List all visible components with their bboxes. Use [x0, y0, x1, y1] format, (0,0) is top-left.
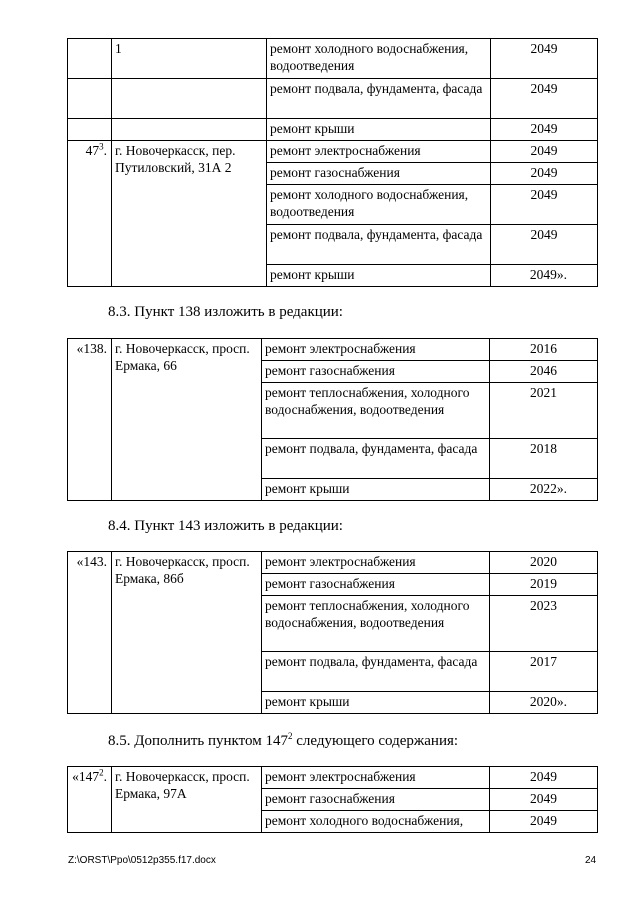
table-row	[68, 552, 598, 574]
table-row	[68, 767, 598, 789]
table-row	[68, 79, 598, 119]
item-number: «138.	[68, 339, 112, 501]
year-cell: 2018	[490, 439, 598, 479]
address-cell: 1	[112, 39, 267, 79]
year-cell: 2020	[490, 552, 598, 574]
table-row	[68, 339, 598, 361]
year-cell: 2021	[490, 383, 598, 439]
year-cell: 2049	[491, 225, 598, 265]
address-cell: г. Новочеркасск, просп. Ермака, 66	[112, 339, 262, 501]
work-cell: ремонт газоснабжения	[262, 789, 490, 811]
table-item-47-3	[67, 38, 598, 287]
table-item-143	[67, 551, 598, 714]
page-number: 24	[585, 855, 597, 866]
work-cell: ремонт теплоснабжения, холодного водоснабжения, водоотведения	[262, 596, 490, 652]
item-number: «$147^2$.	[68, 767, 112, 833]
table-row	[68, 39, 598, 79]
year-cell: 2049	[491, 39, 598, 79]
year-cell: 2019	[490, 574, 598, 596]
table-row	[68, 141, 598, 163]
work-cell: ремонт холодного водоснабжения, водоотведения	[267, 185, 491, 225]
year-cell: 2049	[490, 789, 598, 811]
work-cell: ремонт электроснабжения	[262, 552, 490, 574]
work-cell: ремонт крыши	[262, 479, 490, 501]
work-cell: ремонт подвала, фундамента, фасада	[267, 79, 491, 119]
year-cell: 2049	[491, 163, 598, 185]
address-cell: г. Новочеркасск, пер. Путиловский, 31А 2	[112, 141, 267, 287]
work-cell: ремонт крыши	[262, 692, 490, 714]
year-cell: 2049	[491, 185, 598, 225]
work-cell: ремонт теплоснабжения, холодного водоснабжения, водоотведения	[262, 383, 490, 439]
work-cell: ремонт подвала, фундамента, фасада	[262, 439, 490, 479]
paragraph-8-3: 8.3. Пункт 138 изложить в редакции:	[108, 304, 343, 320]
work-cell: ремонт холодного водоснабжения,	[262, 811, 490, 833]
item-number: «143.	[68, 552, 112, 714]
year-cell: 2049	[490, 811, 598, 833]
paragraph-8-5: 8.5. Дополнить пунктом $147^2$ следующего содержания:	[108, 731, 459, 749]
year-cell: 2022».	[490, 479, 598, 501]
work-cell: ремонт электроснабжения	[262, 767, 490, 789]
table-item-147-2	[67, 766, 598, 833]
work-cell: ремонт холодного водоснабжения, водоотведения	[267, 39, 491, 79]
work-cell: ремонт подвала, фундамента, фасада	[267, 225, 491, 265]
year-cell: 2049	[491, 119, 598, 141]
year-cell: 2049	[491, 141, 598, 163]
year-cell: 2049».	[491, 265, 598, 287]
table-item-138	[67, 338, 598, 501]
year-cell: 2016	[490, 339, 598, 361]
item-number: $47^3$.	[68, 141, 112, 287]
work-cell: ремонт крыши	[267, 119, 491, 141]
work-cell: ремонт крыши	[267, 265, 491, 287]
year-cell: 2017	[490, 652, 598, 692]
footer-file-path: Z:\ORST\Ppo\0512p355.f17.docx	[68, 855, 216, 866]
work-cell: ремонт электроснабжения	[267, 141, 491, 163]
year-cell: 2023	[490, 596, 598, 652]
paragraph-8-4: 8.4. Пункт 143 изложить в редакции:	[108, 518, 343, 534]
address-cell: г. Новочеркасск, просп. Ермака, 97А	[112, 767, 262, 833]
year-cell: 2046	[490, 361, 598, 383]
work-cell: ремонт газоснабжения	[262, 361, 490, 383]
work-cell: ремонт газоснабжения	[262, 574, 490, 596]
year-cell: 2020».	[490, 692, 598, 714]
work-cell: ремонт газоснабжения	[267, 163, 491, 185]
address-cell: г. Новочеркасск, просп. Ермака, 86б	[112, 552, 262, 714]
table-row	[68, 119, 598, 141]
work-cell: ремонт электроснабжения	[262, 339, 490, 361]
work-cell: ремонт подвала, фундамента, фасада	[262, 652, 490, 692]
year-cell: 2049	[490, 767, 598, 789]
year-cell: 2049	[491, 79, 598, 119]
